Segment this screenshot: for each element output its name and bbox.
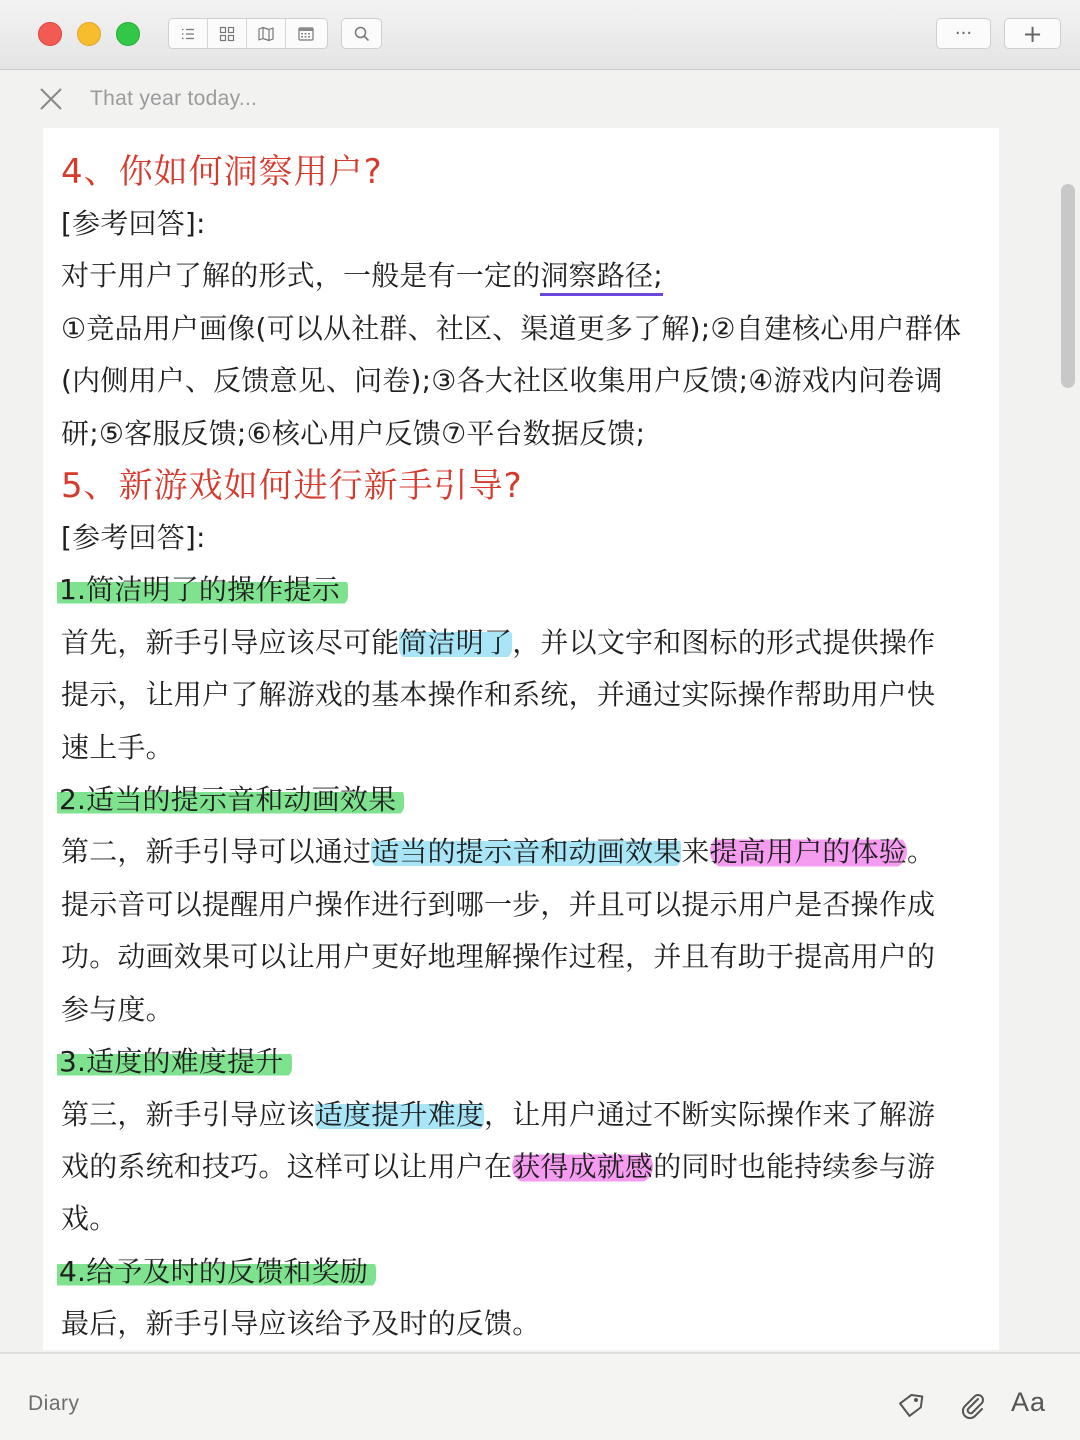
section-title <box>61 564 985 616</box>
section-title <box>61 1246 985 1298</box>
entry-editor[interactable] <box>43 128 999 1350</box>
calendar-view-button[interactable] <box>286 19 325 48</box>
notebook-selector[interactable]: Diary <box>28 1392 80 1415</box>
paragraph-line: 最后，新手引导应该给予及时的反馈。 <box>61 1307 541 1341</box>
tag-icon[interactable] <box>896 1390 926 1420</box>
paragraph-line: 速上手。 <box>61 730 174 764</box>
green-highlight: 2.适当的提示音和动画效果 <box>57 783 404 816</box>
search-icon <box>352 24 372 44</box>
scrollbar-thumb[interactable] <box>1061 184 1075 388</box>
zoom-window-button[interactable] <box>116 22 140 46</box>
search-button[interactable] <box>341 18 382 49</box>
entry-title-field[interactable]: That year today... <box>90 87 258 110</box>
more-options-button[interactable] <box>936 18 991 49</box>
add-entry-button[interactable] <box>1004 18 1061 49</box>
green-highlight: 3.适度的难度提升 <box>57 1045 292 1078</box>
paragraph-line: 第三，新手引导应该适度提升难度，让用户通过不断实际操作来了解游 <box>61 1097 936 1131</box>
answer-label: [参考回答]: <box>61 207 206 240</box>
bottom-bar <box>0 1352 1080 1440</box>
grid-view-icon <box>218 25 236 43</box>
pink-highlight: 提高用户的体验 <box>709 835 908 869</box>
close-window-button[interactable] <box>38 22 62 46</box>
paragraph-line: 对于用户了解的形式，一般是有一定的洞察路径; <box>61 250 985 302</box>
question-5-heading: 5、新游戏如何进行新手引导? <box>61 466 523 507</box>
attachment-icon[interactable] <box>958 1390 988 1420</box>
calendar-view-icon <box>297 25 315 43</box>
paragraph-line: (内侧用户、反馈意见、问卷);③各大社区收集用户反馈;④游戏内问卷调 <box>61 364 943 398</box>
paragraph-line: 戏。 <box>61 1202 118 1236</box>
paragraph-line: 参与度。 <box>61 992 174 1026</box>
list-view-button[interactable] <box>169 19 208 48</box>
green-highlight: 4.给予及时的反馈和奖励 <box>57 1255 376 1288</box>
blue-highlight: 适度提升难度 <box>314 1097 485 1131</box>
question-4-heading: 4、你如何洞察用户? <box>61 152 383 192</box>
section-title <box>61 774 985 826</box>
map-view-icon <box>257 25 275 43</box>
more-icon: ··· <box>954 23 973 44</box>
font-settings-button[interactable]: Aa <box>1011 1387 1047 1417</box>
blue-highlight: 简洁明了 <box>399 625 513 659</box>
close-editor-icon[interactable] <box>36 84 66 114</box>
paragraph-line: 研;⑤客服反馈;⑥核心用户反馈⑦平台数据反馈; <box>61 416 646 450</box>
green-highlight: 1.简洁明了的操作提示 <box>57 573 348 606</box>
list-view-icon <box>179 25 197 43</box>
grid-view-button[interactable] <box>208 19 247 48</box>
window-toolbar <box>0 0 1080 70</box>
underlined-text: 洞察路径; <box>540 259 662 296</box>
pink-highlight: 获得成就感 <box>512 1149 654 1183</box>
answer-label: [参考回答]: <box>61 521 206 555</box>
paragraph-line: 首先，新手引导应该尽可能简洁明了，并以文宇和图标的形式提供操作 <box>61 625 936 659</box>
paragraph-line: 提示音可以提醒用户操作进行到哪一步，并且可以提示用户是否操作成 <box>61 887 936 921</box>
paragraph-line: 提示，让用户了解游戏的基本操作和系统，并通过实际操作帮助用户快 <box>61 678 936 712</box>
entry-body <box>43 128 999 1350</box>
minimize-window-button[interactable] <box>77 22 101 46</box>
paragraph-line: ①竞品用户画像(可以从社群、社区、渠道更多了解);②自建核心用户群体 <box>61 311 962 345</box>
view-switcher <box>168 18 328 49</box>
map-view-button[interactable] <box>247 19 286 48</box>
paragraph-line: 戏的系统和技巧。这样可以让用户在获得成就感的同时也能持续参与游 <box>61 1149 936 1183</box>
plus-icon: + <box>1022 19 1043 48</box>
blue-highlight: 适当的提示音和动画效果 <box>371 835 682 869</box>
paragraph-line: 第二，新手引导可以通过适当的提示音和动画效果来提高用户的体验。 <box>61 835 936 869</box>
section-title <box>61 1036 985 1088</box>
paragraph-line: 功。动画效果可以让用户更好地理解操作过程，并且有助于提高用户的 <box>61 940 936 974</box>
